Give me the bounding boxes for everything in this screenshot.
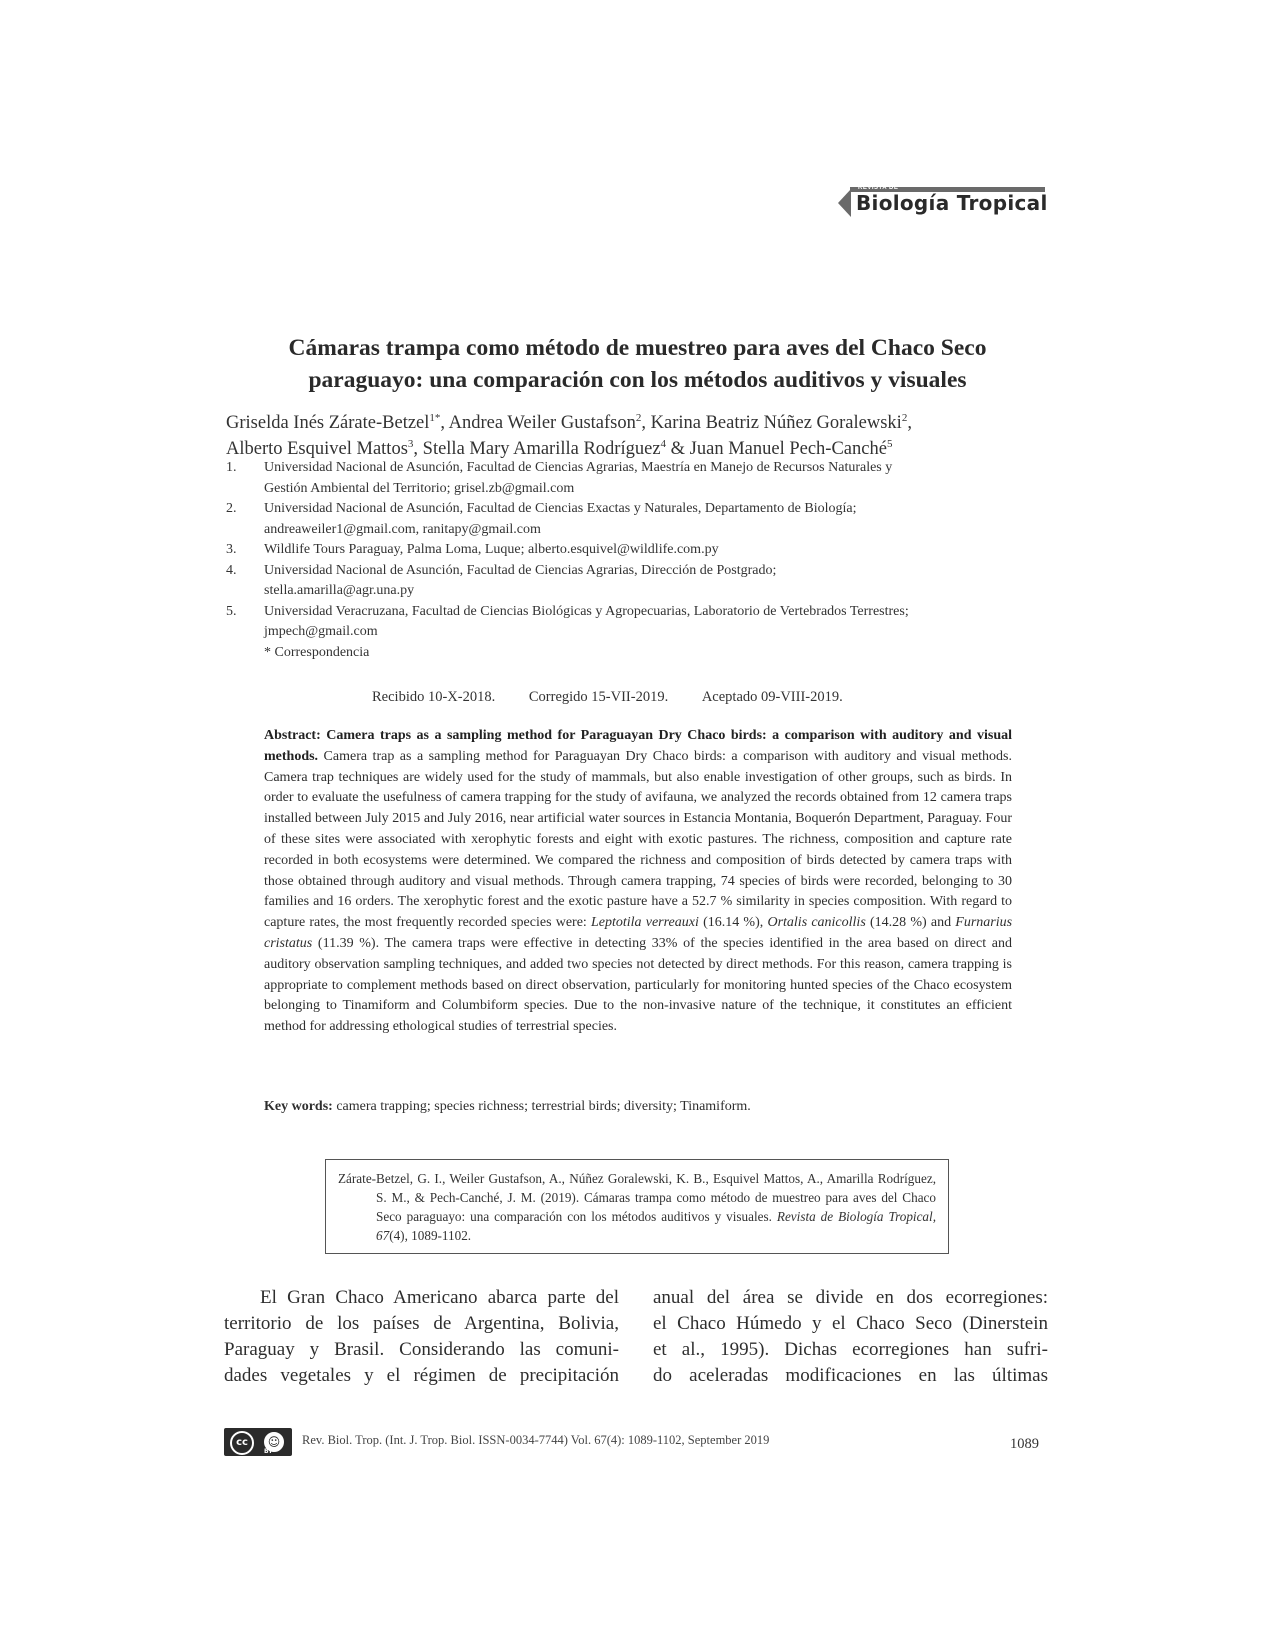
- species-name: Leptotila verreauxi: [591, 915, 699, 931]
- journal-logo: [838, 185, 1048, 221]
- affiliation-text: Gestión Ambiental del Territorio; grisel.zb@gmail.com: [264, 480, 575, 496]
- affiliation-number: 3.: [226, 542, 237, 557]
- affiliation-item: [226, 561, 1048, 602]
- author-name: Juan Manuel Pech-Canché: [689, 439, 887, 459]
- body-line: el Chaco Húmedo y el Chaco Seco (Dinerstein: [653, 1313, 1048, 1334]
- cc-by-label: BY: [264, 1448, 273, 1455]
- affiliation-text: Universidad Veracruzana, Facultad de Ciencias Biológicas y Agropecuarias, Laboratorio de Vertebrados Terrestres;: [264, 603, 909, 619]
- logo-arrow-icon: [838, 189, 851, 217]
- body-column-right: [653, 1285, 1048, 1389]
- cc-by-license-badge[interactable]: [224, 1428, 292, 1456]
- attribution-person-icon: ☺: [262, 1430, 286, 1454]
- affiliation-text: Wildlife Tours Paraguay, Palma Loma, Luque; alberto.esquivel@wildlife.com.py: [264, 542, 719, 557]
- affiliation-list: [226, 458, 1048, 663]
- cc-icon: cc: [230, 1431, 254, 1455]
- author-line-2: Alberto Esquivel Mattos$^3$, Stella Mary Amarilla Rodríguez$^4$ & Juan Manuel Pech-Canché$^5$: [226, 437, 893, 459]
- affiliation-item: [226, 458, 1048, 499]
- article-title: [200, 332, 1075, 396]
- body-line: et al., 1995). Dichas ecorregiones han sufri-: [653, 1339, 1048, 1360]
- body-line: do aceleradas modificaciones en las últimas: [653, 1365, 1048, 1386]
- author-name: Karina Beatriz Núñez Goralewski: [650, 413, 902, 433]
- author-name: Andrea Weiler Gustafson: [448, 413, 636, 433]
- author-affil-mark: 2: [635, 411, 642, 424]
- species-name: Furnarius cristatus: [264, 915, 1013, 951]
- affiliation-number: 4.: [226, 562, 237, 578]
- body-line: Paraguay y Brasil. Considerando las comuni-: [224, 1339, 619, 1360]
- body-line: territorio de los países de Argentina, Bolivia,: [224, 1313, 619, 1334]
- logo-small-text: REVISTA DE: [858, 185, 899, 191]
- body-line: El Gran Chaco Americano abarca parte del: [260, 1287, 619, 1308]
- affiliation-item: [226, 540, 1048, 561]
- citation-box: [325, 1159, 949, 1254]
- abstract: [264, 726, 1012, 1038]
- affiliation-text: Universidad Nacional de Asunción, Facultad de Ciencias Agrarias, Dirección de Postgrado;: [264, 562, 777, 578]
- affiliation-number: 2.: [226, 501, 237, 516]
- affiliation-text: Universidad Nacional de Asunción, Facultad de Ciencias Exactas y Naturales, Departamento de Biología;: [264, 501, 857, 516]
- logo-journal-name: Biología Tropical: [856, 191, 1048, 215]
- affiliation-text: stella.amarilla@agr.una.py: [264, 583, 415, 598]
- affiliation-text: jmpech@gmail.com: [264, 624, 378, 639]
- title-line-2: paraguayo: una comparación con los métodos auditivos y visuales: [308, 367, 967, 393]
- citation-journal: Revista de Biología Tropical, 67: [376, 1209, 936, 1243]
- affiliation-item: [226, 602, 1048, 643]
- abstract-body: (14.28 %) and: [869, 915, 952, 931]
- author-name: Griselda Inés Zárate-Betzel: [226, 413, 430, 433]
- citation-issue: (4), 1089-1102.: [389, 1228, 472, 1243]
- author-affil-mark: 1*: [429, 411, 441, 424]
- author-name: Alberto Esquivel Mattos: [226, 439, 408, 459]
- abstract-heading: Camera traps as a sampling method for Paraguayan Dry Chaco birds: a comparison with auditory and visual methods.: [264, 728, 1013, 764]
- page-number: 1089: [1010, 1436, 1039, 1452]
- accepted-date: Aceptado 09-VIII-2019.: [701, 689, 843, 705]
- abstract-body: (11.39 %). The camera traps were effective in detecting 33% of the species identified in the area based on direct and auditory observation sampling techniques, and added two species not detected by direct methods. For this reason, camera trapping is appropriate to complement methods based on direct observation, particularly for monitoring hunted species of the Chaco ecosystem belonging to Tinamiform and Columbiform species. Due to the non-invasive nature of the technique, it constitutes an efficient method for addressing ethological studies of terrestrial species.: [264, 935, 1013, 1035]
- citation-text: [338, 1169, 936, 1245]
- author-list: [226, 410, 1061, 462]
- author-affil-mark: 4: [660, 437, 667, 450]
- keywords-label: Key words:: [264, 1099, 333, 1114]
- body-line: anual del área se divide en dos ecorregiones:: [653, 1287, 1048, 1308]
- author-line-1: Griselda Inés Zárate-Betzel$^{1*}$, Andrea Weiler Gustafson$^2$, Karina Beatriz Núñez Goralewski$^2$,: [226, 411, 912, 433]
- received-date: Recibido 10-X-2018.: [372, 689, 496, 705]
- keywords: [264, 1099, 1012, 1115]
- affiliation-item: [226, 499, 1048, 540]
- correspondence-note: * Correspondencia: [264, 644, 370, 660]
- affiliation-number: 5.: [226, 603, 237, 619]
- title-line-1: Cámaras trampa como método de muestreo para aves del Chaco Seco: [288, 335, 987, 361]
- abstract-body: Camera trap as a sampling method for Paraguayan Dry Chaco birds: a comparison with auditory and visual methods. Camera trap techniques are widely used for the study of mammals, but also enable investigation of other groups, such as birds. In order to evaluate the usefulness of camera trapping for the study of avifauna, we analyzed the records obtained from 12 camera traps installed between July 2015 and July 2016, near artificial water sources in Estancia Montania, Boquerón Department, Paraguay. Four of these sites were associated with xerophytic forests and eight with exotic pastures. The richness, composition and capture rate recorded in both ecosystems were determined. We compared the richness and composition of birds detected by camera traps with those obtained through auditory and visual methods. Through camera trapping, 74 species of birds were recorded, belonging to 30 families and 16 orders. The xerophytic forest and the exotic pasture have a 52.7 % similarity in species composition. With regard to capture rates, the most frequently recorded species were:: [264, 748, 1012, 931]
- author-affil-mark: 2: [901, 411, 908, 424]
- author-affil-mark: 5: [886, 437, 893, 450]
- citation-authors-title: Zárate-Betzel, G. I., Weiler Gustafson, A., Núñez Goralewski, K. B., Esquivel Mattos, A., Amarilla Rodríguez, S. M., & Pech-Canché, J. M. (2019). Cámaras trampa como método de muestreo para aves del Chaco Seco paraguayo: una comparación con los métodos auditivos y visuales.: [338, 1171, 936, 1224]
- submission-dates: [372, 689, 873, 706]
- affiliation-text: Universidad Nacional de Asunción, Facultad de Ciencias Agrarias, Maestría en Manejo de Recursos Naturales y: [264, 460, 893, 475]
- affiliation-text: andreaweiler1@gmail.com, ranitapy@gmail.com: [264, 521, 541, 537]
- species-name: Ortalis canicollis: [767, 915, 866, 931]
- keywords-text: camera trapping; species richness; terrestrial birds; diversity; Tinamiform.: [336, 1099, 751, 1114]
- body-line: dades vegetales y el régimen de precipitación: [224, 1365, 619, 1386]
- author-name: Stella Mary Amarilla Rodríguez: [422, 439, 661, 459]
- body-column-left: [224, 1285, 619, 1389]
- abstract-body: (16.14 %),: [703, 915, 764, 931]
- affiliation-number: 1.: [226, 460, 237, 475]
- corrected-date: Corregido 15-VII-2019.: [528, 689, 669, 705]
- footer-citation: Rev. Biol. Trop. (Int. J. Trop. Biol. ISSN-0034-7744) Vol. 67(4): 1089-1102, September 2019: [302, 1433, 770, 1447]
- abstract-label: Abstract:: [264, 728, 321, 743]
- author-affil-mark: 3: [407, 437, 414, 450]
